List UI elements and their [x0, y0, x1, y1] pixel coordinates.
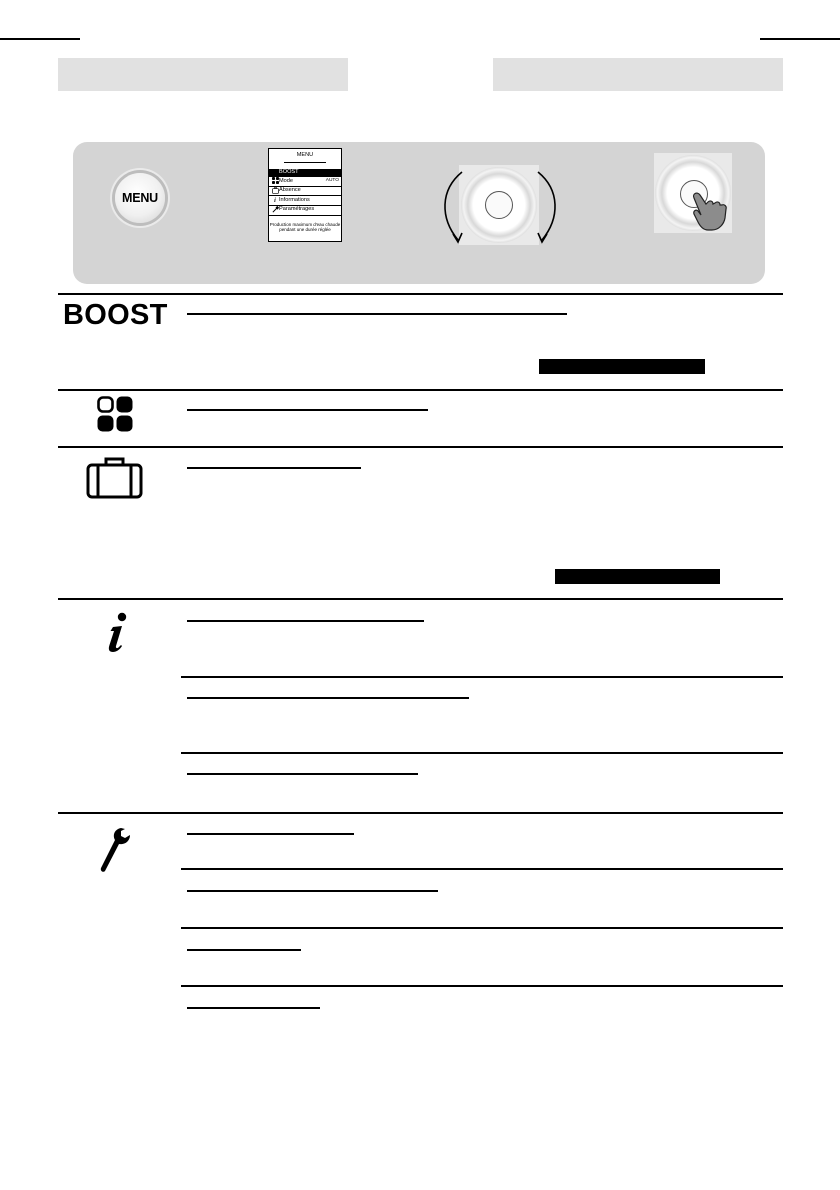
display-item-label: Informations — [279, 196, 310, 203]
absence-title-underline — [187, 467, 361, 469]
section-separator — [58, 293, 783, 295]
subsection-separator — [181, 752, 783, 754]
header-bar-right — [493, 58, 783, 91]
info-title-underline-1 — [187, 620, 424, 622]
display-item-label: Paramétrages — [279, 206, 315, 213]
suitcase-icon — [271, 187, 279, 196]
wrench-icon — [97, 826, 133, 874]
display-note-line: Production maximum d'eau chaude — [269, 221, 341, 227]
display-item-mode[interactable] — [269, 177, 341, 187]
info-icon: i — [274, 197, 276, 204]
section-separator — [58, 446, 783, 448]
settings-title-underline-2 — [187, 890, 438, 892]
menu-button[interactable] — [115, 173, 165, 223]
display-note — [269, 222, 341, 233]
clover-icon — [271, 177, 279, 186]
subsection-separator — [181, 868, 783, 870]
display-item-value: AUTO — [325, 178, 339, 184]
display-item-label: Mode — [279, 177, 293, 184]
hand-press-icon — [684, 184, 732, 234]
display-title: MENU — [296, 152, 314, 158]
section-separator — [58, 598, 783, 600]
absence-highlight-bar — [555, 569, 720, 584]
settings-title-underline-4 — [187, 1007, 320, 1009]
display-item-informations[interactable] — [269, 196, 341, 206]
menu-button-label: MENU — [121, 191, 158, 205]
section-separator — [58, 389, 783, 391]
info-icon — [104, 612, 130, 654]
display-item-label: Absence — [279, 187, 301, 194]
boost-title-underline — [187, 313, 567, 315]
subsection-separator — [181, 927, 783, 929]
wrench-icon — [271, 206, 279, 215]
display-screen — [268, 148, 342, 242]
display-item-parametrages[interactable] — [269, 206, 341, 216]
suitcase-icon — [86, 457, 143, 499]
section-separator — [58, 812, 783, 814]
rotate-arrows-icon — [436, 160, 564, 250]
settings-title-underline-3 — [187, 949, 301, 951]
display-note-line: pendant une durée réglée — [279, 226, 331, 232]
display-item-label: BOOST — [279, 169, 299, 176]
display-title-underline — [284, 162, 326, 163]
settings-title-underline-1 — [187, 833, 354, 835]
header-bar-left — [58, 58, 348, 91]
corner-mark-top-left — [0, 38, 80, 40]
display-item-boost[interactable] — [269, 169, 341, 178]
subsection-separator — [181, 985, 783, 987]
clover-icon — [97, 396, 133, 432]
display-item-absence[interactable] — [269, 187, 341, 197]
boost-highlight-bar — [539, 359, 705, 374]
mode-title-underline — [187, 409, 428, 411]
subsection-separator — [181, 676, 783, 678]
boost-heading: BOOST — [63, 299, 168, 331]
info-title-underline-2 — [187, 697, 469, 699]
corner-mark-top-right — [760, 38, 840, 40]
info-title-underline-3 — [187, 773, 418, 775]
